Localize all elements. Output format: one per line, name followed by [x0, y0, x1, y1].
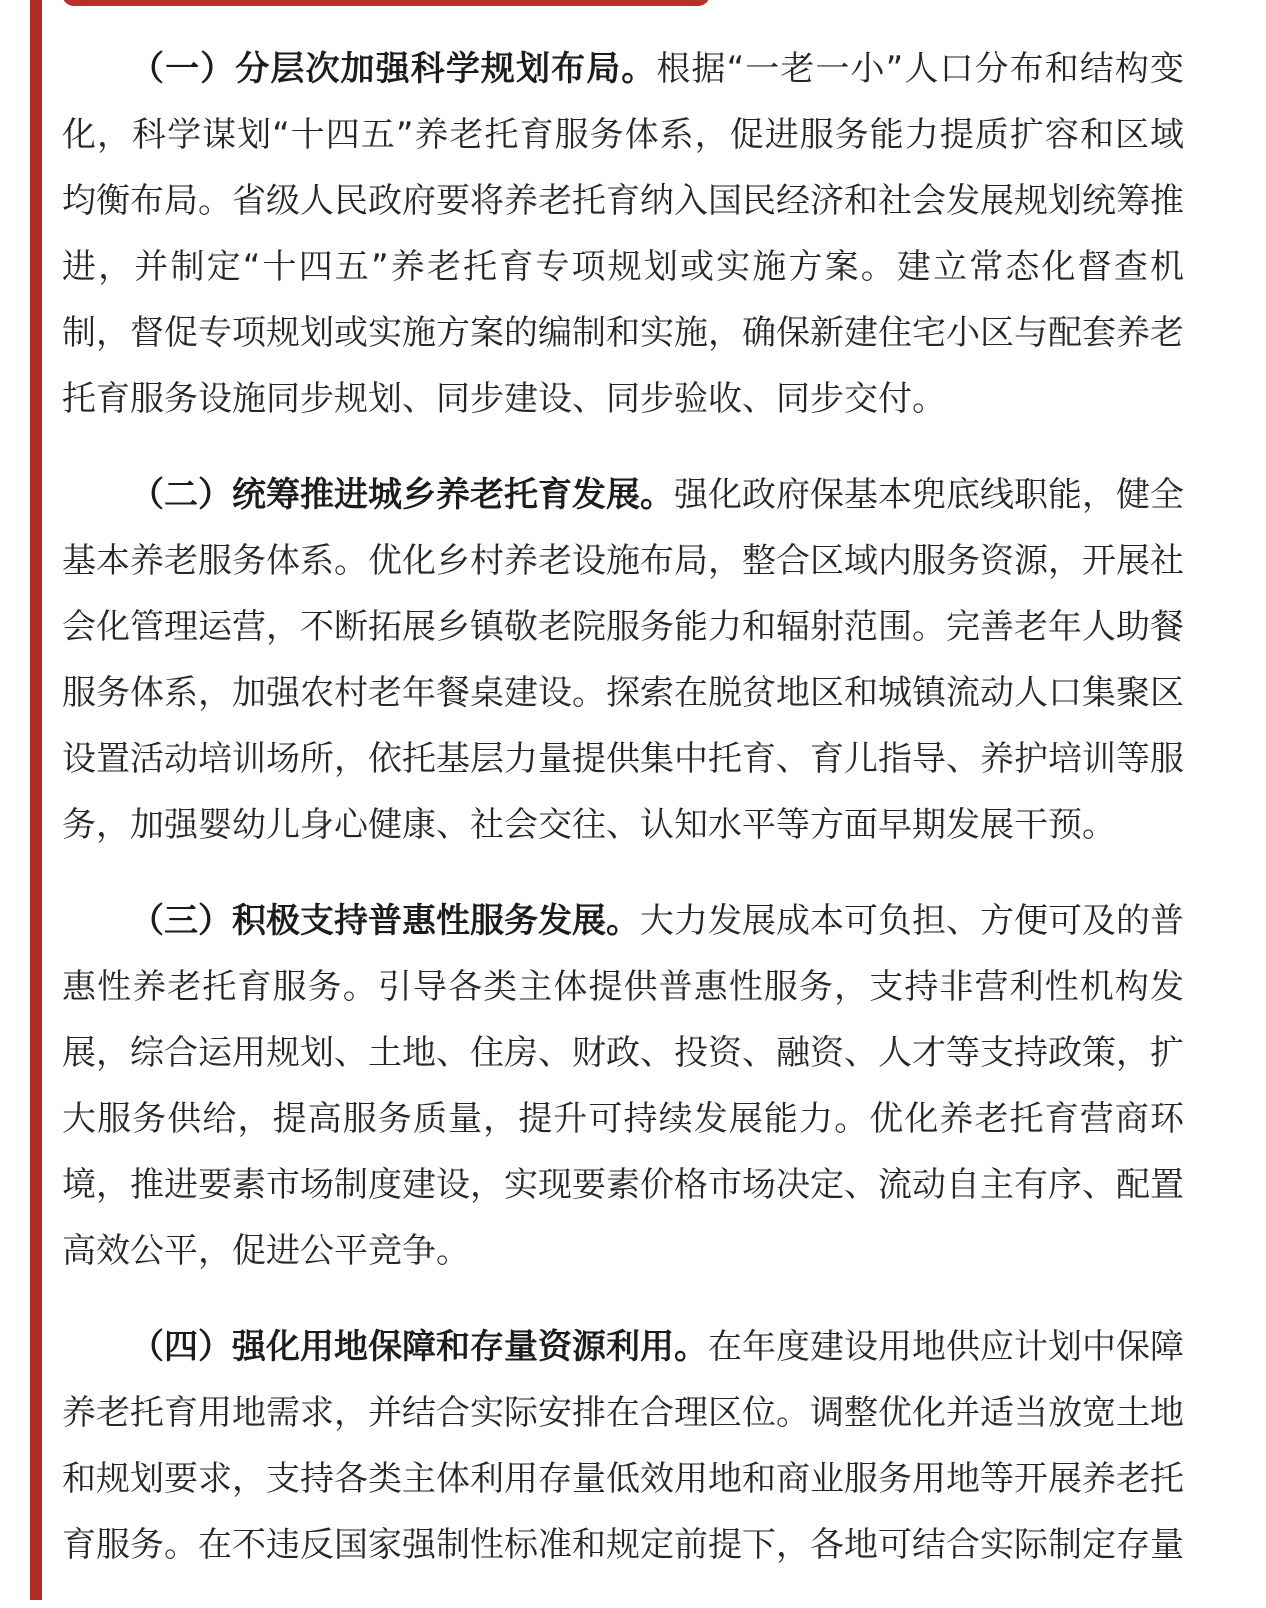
paragraph-4-text: 在年度建设用地供应计划中保障养老托育用地需求，并结合实际安排在合理区位。调整优化并适当放宽土地和规划要求，支持各类主体利用存量低效用地和商业服务用地等开展养老托育服务。在不违反国家强制性标准和规定前提下，各地可结合实际制定存量: [62, 1327, 1184, 1565]
paragraph-2-heading: （二）统筹推进城乡养老托育发展。: [130, 475, 674, 515]
paragraph-1-heading: （一）分层次加强科学规划布局。: [130, 49, 657, 89]
paragraph-4: [62, 1314, 1184, 1578]
left-accent-rule: [30, 0, 42, 1600]
article-body: [62, 36, 1184, 1608]
top-decorative-bar: [62, 0, 710, 6]
paragraph-3-text: 大力发展成本可负担、方便可及的普惠性养老托育服务。引导各类主体提供普惠性服务，支持非营利性机构发展，综合运用规划、土地、住房、财政、投资、融资、人才等支持政策，扩大服务供给，提高服务质量，提升可持续发展能力。优化养老托育营商环境，推进要素市场制度建设，实现要素价格市场决定、流动自主有序、配置高效公平，促进公平竞争。: [62, 901, 1184, 1271]
paragraph-3-heading: （三）积极支持普惠性服务发展。: [130, 901, 640, 941]
paragraph-1: [62, 36, 1184, 432]
paragraph-4-heading: （四）强化用地保障和存量资源利用。: [130, 1327, 708, 1367]
paragraph-3: [62, 888, 1184, 1284]
paragraph-1-text: 根据“一老一小”人口分布和结构变化，科学谋划“十四五”养老托育服务体系，促进服务能力提质扩容和区域均衡布局。省级人民政府要将养老托育纳入国民经济和社会发展规划统筹推进，并制定“十四五”养老托育专项规划或实施方案。建立常态化督查机制，督促专项规划或实施方案的编制和实施，确保新建住宅小区与配套养老托育服务设施同步规划、同步建设、同步验收、同步交付。: [62, 49, 1185, 419]
paragraph-2-text: 强化政府保基本兜底线职能，健全基本养老服务体系。优化乡村养老设施布局，整合区域内服务资源，开展社会化管理运营，不断拓展乡镇敬老院服务能力和辐射范围。完善老年人助餐服务体系，加强农村老年餐桌建设。探索在脱贫地区和城镇流动人口集聚区设置活动培训场所，依托基层力量提供集中托育、育儿指导、养护培训等服务，加强婴幼儿身心健康、社会交往、认知水平等方面早期发展干预。: [62, 475, 1184, 845]
paragraph-2: [62, 462, 1184, 858]
